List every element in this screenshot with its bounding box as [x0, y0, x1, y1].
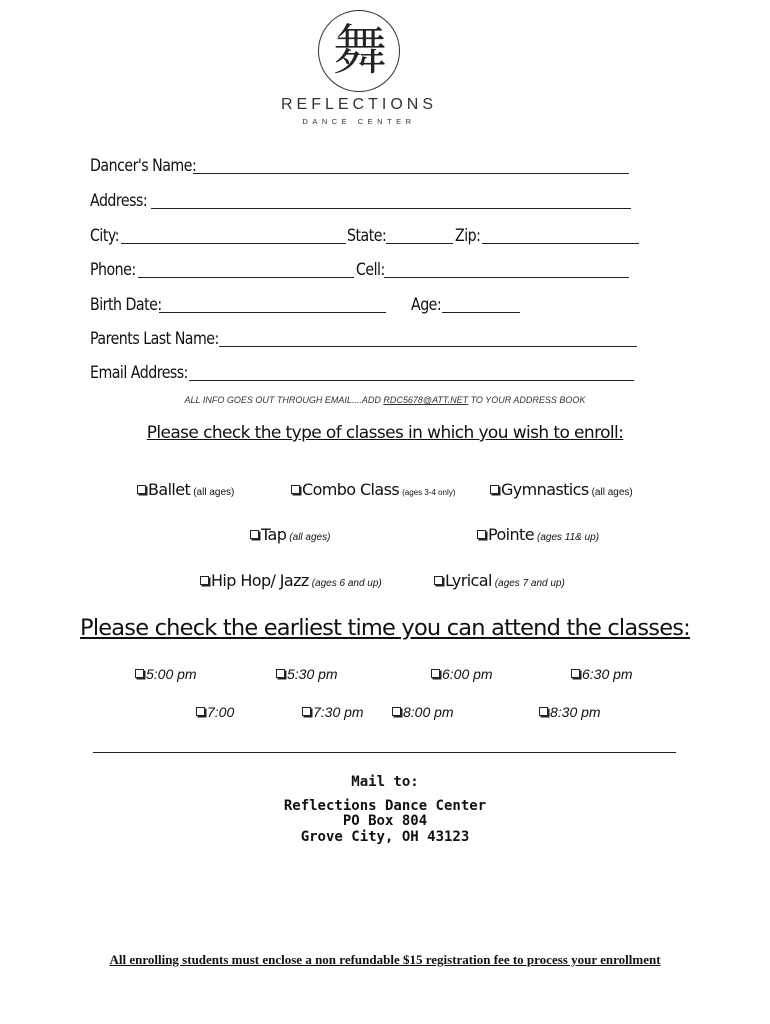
- dancer-name-label: Dancer's Name:: [90, 156, 197, 175]
- time-630[interactable]: [571, 666, 633, 682]
- time-530[interactable]: [276, 666, 338, 682]
- time-700-label: 7:00: [207, 704, 235, 720]
- checkbox-icon[interactable]: [135, 669, 144, 678]
- pointe-label: Pointe: [488, 525, 534, 544]
- zip-field[interactable]: [482, 243, 639, 244]
- hiphop-note: (ages 6 and up): [311, 578, 382, 589]
- checkbox-icon[interactable]: [302, 707, 311, 716]
- phone-label: Phone:: [90, 260, 136, 279]
- hiphop-label: Hip Hop/ Jazz: [211, 571, 309, 590]
- registration-fee-note: All enrolling students must enclose a non refundable $15 registration fee to process your enrollment: [109, 952, 661, 967]
- zip-label: Zip:: [455, 226, 481, 245]
- checkbox-icon[interactable]: [196, 707, 205, 716]
- checkbox-icon[interactable]: [434, 576, 443, 585]
- checkbox-icon[interactable]: [291, 485, 300, 494]
- gymnastics-label: Gymnastics: [501, 480, 589, 499]
- mail-to-label: Mail to:: [351, 774, 419, 790]
- dancer-name-field[interactable]: [193, 173, 629, 174]
- time-800[interactable]: [392, 704, 454, 720]
- age-field[interactable]: [442, 312, 520, 313]
- time-730-label: 7:30 pm: [313, 704, 364, 720]
- time-600[interactable]: [431, 666, 493, 682]
- checkbox-icon[interactable]: [490, 485, 499, 494]
- brand-subtitle: DANCE CENTER: [302, 117, 416, 126]
- option-hiphop[interactable]: [200, 571, 382, 591]
- checkbox-icon[interactable]: [571, 669, 580, 678]
- option-combo[interactable]: [291, 480, 455, 500]
- pointe-note: (ages 11& up): [536, 532, 600, 543]
- checkbox-icon[interactable]: [477, 530, 486, 539]
- note-email-link[interactable]: RDC5678@ATT.NET: [383, 395, 469, 405]
- parents-last-name-field[interactable]: [219, 346, 637, 347]
- state-label: State:: [347, 226, 387, 245]
- option-tap[interactable]: [250, 525, 330, 545]
- brand-name: REFLECTIONS: [280, 96, 437, 113]
- state-field[interactable]: [386, 243, 453, 244]
- city-field[interactable]: [121, 243, 346, 244]
- logo-circle: [318, 10, 400, 92]
- combo-label: Combo Class: [302, 480, 400, 499]
- logo-glyph: 舞: [333, 19, 387, 82]
- checkbox-icon[interactable]: [431, 669, 440, 678]
- option-lyrical[interactable]: [434, 571, 565, 591]
- checkbox-icon[interactable]: [276, 669, 285, 678]
- email-note: [0, 395, 770, 405]
- ballet-note: (all ages): [193, 487, 235, 498]
- checkbox-icon[interactable]: [250, 530, 259, 539]
- time-500-label: 5:00 pm: [146, 666, 197, 682]
- times-heading: Please check the earliest time you can attend the classes:: [80, 615, 690, 641]
- tap-note: (all ages): [289, 532, 331, 543]
- combo-note: (ages 3-4 only): [402, 488, 456, 497]
- note-after: TO YOUR ADDRESS BOOK: [468, 395, 586, 405]
- mail-line1: Reflections Dance Center: [283, 798, 487, 814]
- time-830-label: 8:30 pm: [550, 704, 601, 720]
- time-800-label: 8:00 pm: [403, 704, 454, 720]
- time-830[interactable]: [539, 704, 601, 720]
- lyrical-label: Lyrical: [445, 571, 492, 590]
- mail-line2: PO Box 804: [342, 813, 428, 829]
- parents-last-name-label: Parents Last Name:: [90, 329, 219, 348]
- checkbox-icon[interactable]: [137, 485, 146, 494]
- address-label: Address:: [90, 191, 148, 210]
- option-pointe[interactable]: [477, 525, 599, 545]
- time-500[interactable]: [135, 666, 197, 682]
- city-label: City:: [90, 226, 119, 245]
- classes-heading: Please check the type of classes in which you wish to enroll:: [146, 423, 624, 443]
- time-600-label: 6:00 pm: [442, 666, 493, 682]
- time-730[interactable]: [302, 704, 364, 720]
- phone-field[interactable]: [138, 277, 354, 278]
- birth-date-field[interactable]: [159, 312, 386, 313]
- note-before: ALL INFO GOES OUT THROUGH EMAIL....ADD: [184, 395, 384, 405]
- lyrical-note: (ages 7 and up): [494, 578, 565, 589]
- birth-date-label: Birth Date:: [90, 295, 162, 314]
- mail-line3: Grove City, OH 43123: [300, 829, 470, 845]
- email-label: Email Address:: [90, 363, 188, 382]
- age-label: Age:: [411, 295, 442, 314]
- cell-label: Cell:: [356, 260, 385, 279]
- checkbox-icon[interactable]: [392, 707, 401, 716]
- divider: [93, 752, 676, 753]
- option-gymnastics[interactable]: [490, 480, 633, 500]
- email-field[interactable]: [189, 380, 634, 381]
- checkbox-icon[interactable]: [539, 707, 548, 716]
- time-530-label: 5:30 pm: [287, 666, 338, 682]
- time-700[interactable]: [196, 704, 234, 720]
- ballet-label: Ballet: [148, 480, 191, 499]
- gymnastics-note: (all ages): [591, 487, 633, 498]
- checkbox-icon[interactable]: [200, 576, 209, 585]
- address-field[interactable]: [151, 208, 631, 209]
- tap-label: Tap: [261, 525, 287, 544]
- time-630-label: 6:30 pm: [582, 666, 633, 682]
- cell-field[interactable]: [384, 277, 629, 278]
- option-ballet[interactable]: [137, 480, 234, 500]
